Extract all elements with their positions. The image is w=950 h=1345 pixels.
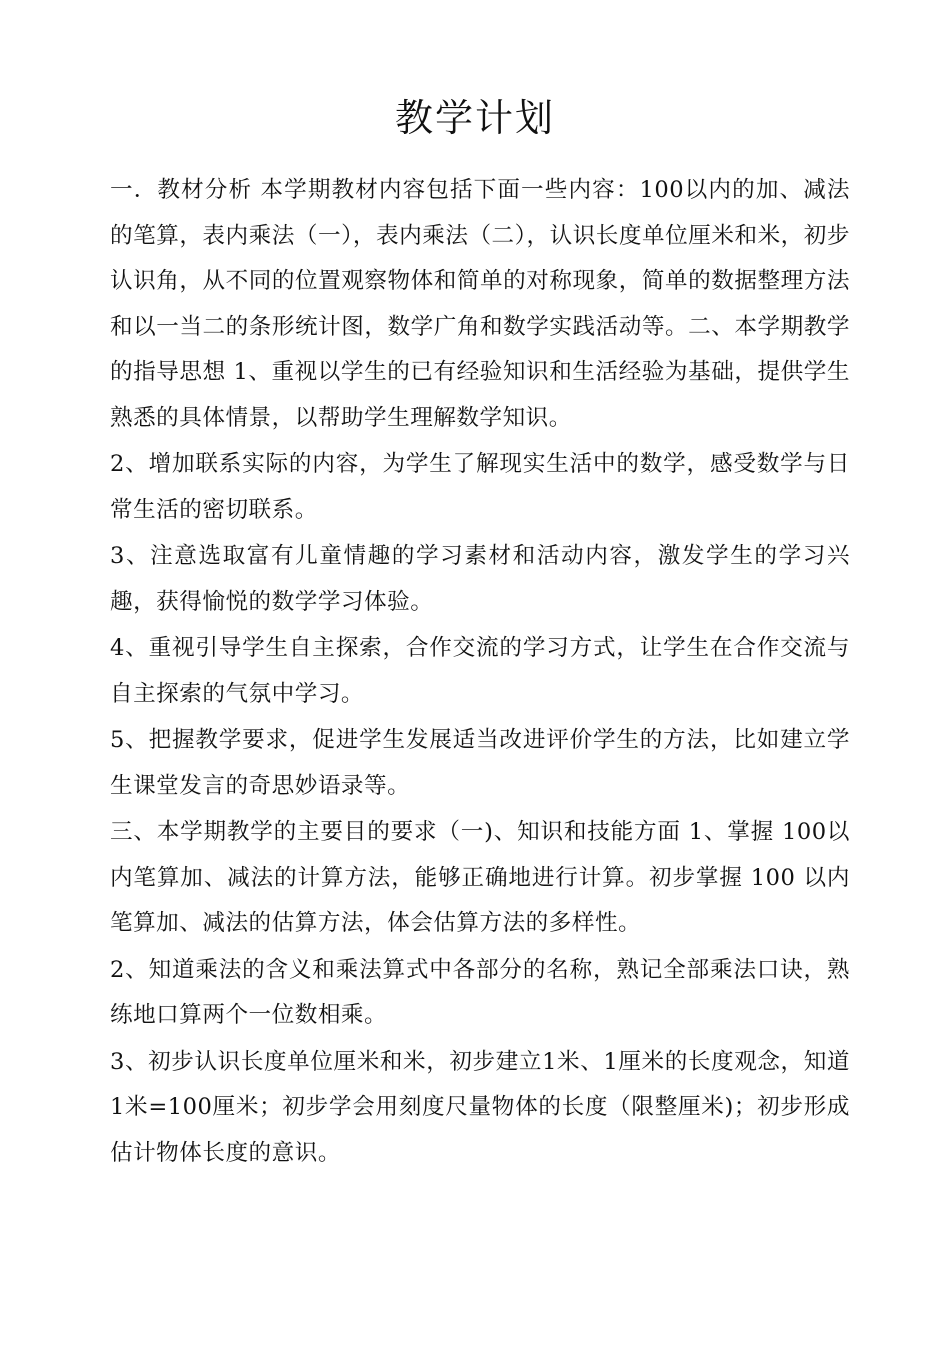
document-title: 教学计划 [394, 96, 555, 140]
paragraph-goal-2: 2、知道乘法的含义和乘法算式中各部分的名称，熟记全部乘法口诀，熟练地口算两个一位数相乘。 [110, 956, 850, 1028]
paragraph-item-4: 4、重视引导学生自主探索，合作交流的学习方式，让学生在合作交流与自主探索的气氛中学习。 [110, 635, 850, 707]
paragraph-textbook-analysis: 一．教材分析 本学期教材内容包括下面一些内容：100以内的加、减法的笔算，表内乘法（一），表内乘法（二），认识长度单位厘米和米，初步认识角，从不同的位置观察物体和简单的对称现象，简单的数据整理方法和以一当二的条形统计图，数学广角和数学实践活动等。二、本学期教学的指导思想 1、重视以学生的已有经验知识和生活经验为基础，提供学生熟悉的具体情景，以帮助学生理解数学知识。 [110, 177, 850, 431]
paragraph-item-2: 2、增加联系实际的内容，为学生了解现实生活中的数学，感受数学与日常生活的密切联系。 [110, 451, 850, 523]
paragraph-goal-3: 3、初步认识长度单位厘米和米，初步建立1米、1厘米的长度观念，知道 1米=100厘米；初步学会用刻度尺量物体的长度（限整厘米)；初步形成估计物体长度的意识。 [110, 1048, 850, 1166]
paragraph-item-5: 5、把握教学要求，促进学生发展适当改进评价学生的方法，比如建立学生课堂发言的奇思妙语录等。 [110, 727, 850, 799]
paragraph-item-3: 3、注意选取富有儿童情趣的学习素材和活动内容，激发学生的学习兴趣，获得愉悦的数学学习体验。 [110, 543, 850, 615]
paragraph-teaching-goals: 三、本学期教学的主要目的要求（一)、知识和技能方面 1、掌握 100以内笔算加、减法的计算方法，能够正确地进行计算。初步掌握 100 以内笔算加、减法的估算方法，体会估算方法的多样性。 [110, 819, 850, 936]
document-body [110, 168, 850, 1177]
